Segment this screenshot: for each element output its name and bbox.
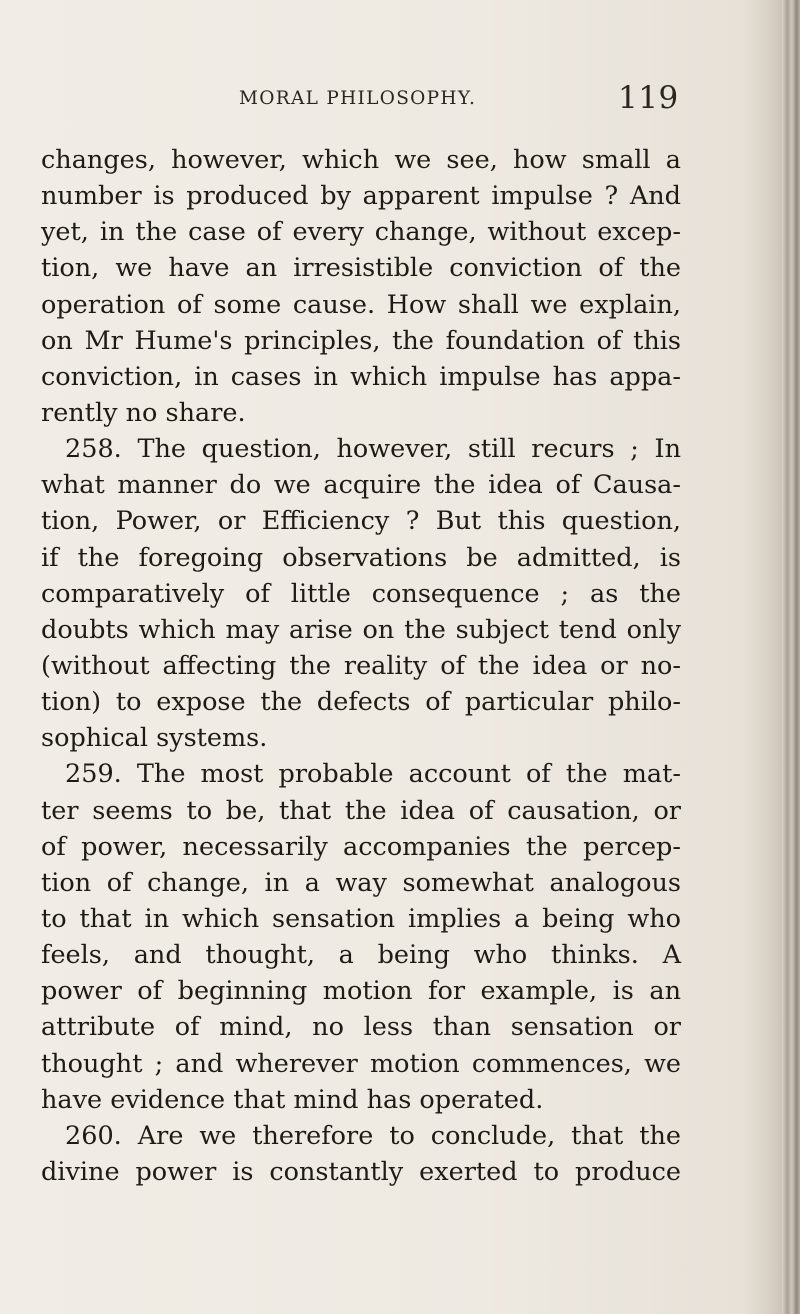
text-line: yet, in the case of every change, without excep- bbox=[41, 217, 681, 248]
page-number: 119 bbox=[618, 80, 679, 116]
text-line: attribute of mind, no less than sensation or bbox=[41, 1012, 681, 1043]
text-line: 258. The question, however, still recurs ; In bbox=[65, 434, 681, 465]
text-line: number is produced by apparent impulse ? And bbox=[41, 181, 681, 212]
text-line: changes, however, which we see, how small a bbox=[41, 145, 681, 175]
text-line: on Mr Hume's principles, the foundation of this bbox=[41, 325, 681, 356]
text-line: doubts which may arise on the subject tend only bbox=[41, 614, 681, 645]
text-line: tion, Power, or Efficiency ? But this question, bbox=[41, 506, 681, 537]
text-line: 260. Are we therefore to conclude, that the bbox=[65, 1120, 681, 1151]
text-line: (without affecting the reality of the idea or no- bbox=[41, 650, 681, 681]
text-line: divine power is constantly exerted to produce bbox=[41, 1156, 681, 1187]
book-gutter-edge bbox=[782, 0, 800, 1314]
text-line: ter seems to be, that the idea of causation, or bbox=[41, 795, 681, 826]
text-line: what manner do we acquire the idea of Causa- bbox=[41, 470, 681, 501]
text-line: thought ; and wherever motion commences, we bbox=[41, 1048, 681, 1079]
text-line: if the foregoing observations be admitted, is bbox=[41, 542, 681, 573]
text-line: operation of some cause. How shall we explain, bbox=[41, 289, 681, 320]
text-line: conviction, in cases in which impulse has appa- bbox=[41, 361, 681, 392]
text-line: tion, we have an irresistible conviction of the bbox=[41, 253, 681, 284]
text-line: have evidence that mind has operated. bbox=[41, 1084, 544, 1115]
text-line: rently no share. bbox=[41, 397, 246, 428]
page-header bbox=[0, 80, 800, 120]
text-line: comparatively of little consequence ; as the bbox=[41, 578, 681, 609]
text-line: power of beginning motion for example, is an bbox=[41, 976, 681, 1007]
running-head: MORAL PHILOSOPHY. bbox=[239, 88, 477, 109]
text-line: sophical systems. bbox=[41, 723, 268, 754]
text-line: tion of change, in a way somewhat analogous bbox=[41, 867, 681, 898]
text-line: of power, necessarily accompanies the percep- bbox=[41, 831, 681, 862]
text-line: to that in which sensation implies a being who bbox=[41, 903, 681, 934]
text-line: feels, and thought, a being who thinks. A bbox=[41, 940, 681, 971]
body-text bbox=[41, 142, 681, 1190]
text-line: 259. The most probable account of the mat- bbox=[65, 759, 681, 790]
text-line: tion) to expose the defects of particular philo- bbox=[41, 687, 681, 718]
